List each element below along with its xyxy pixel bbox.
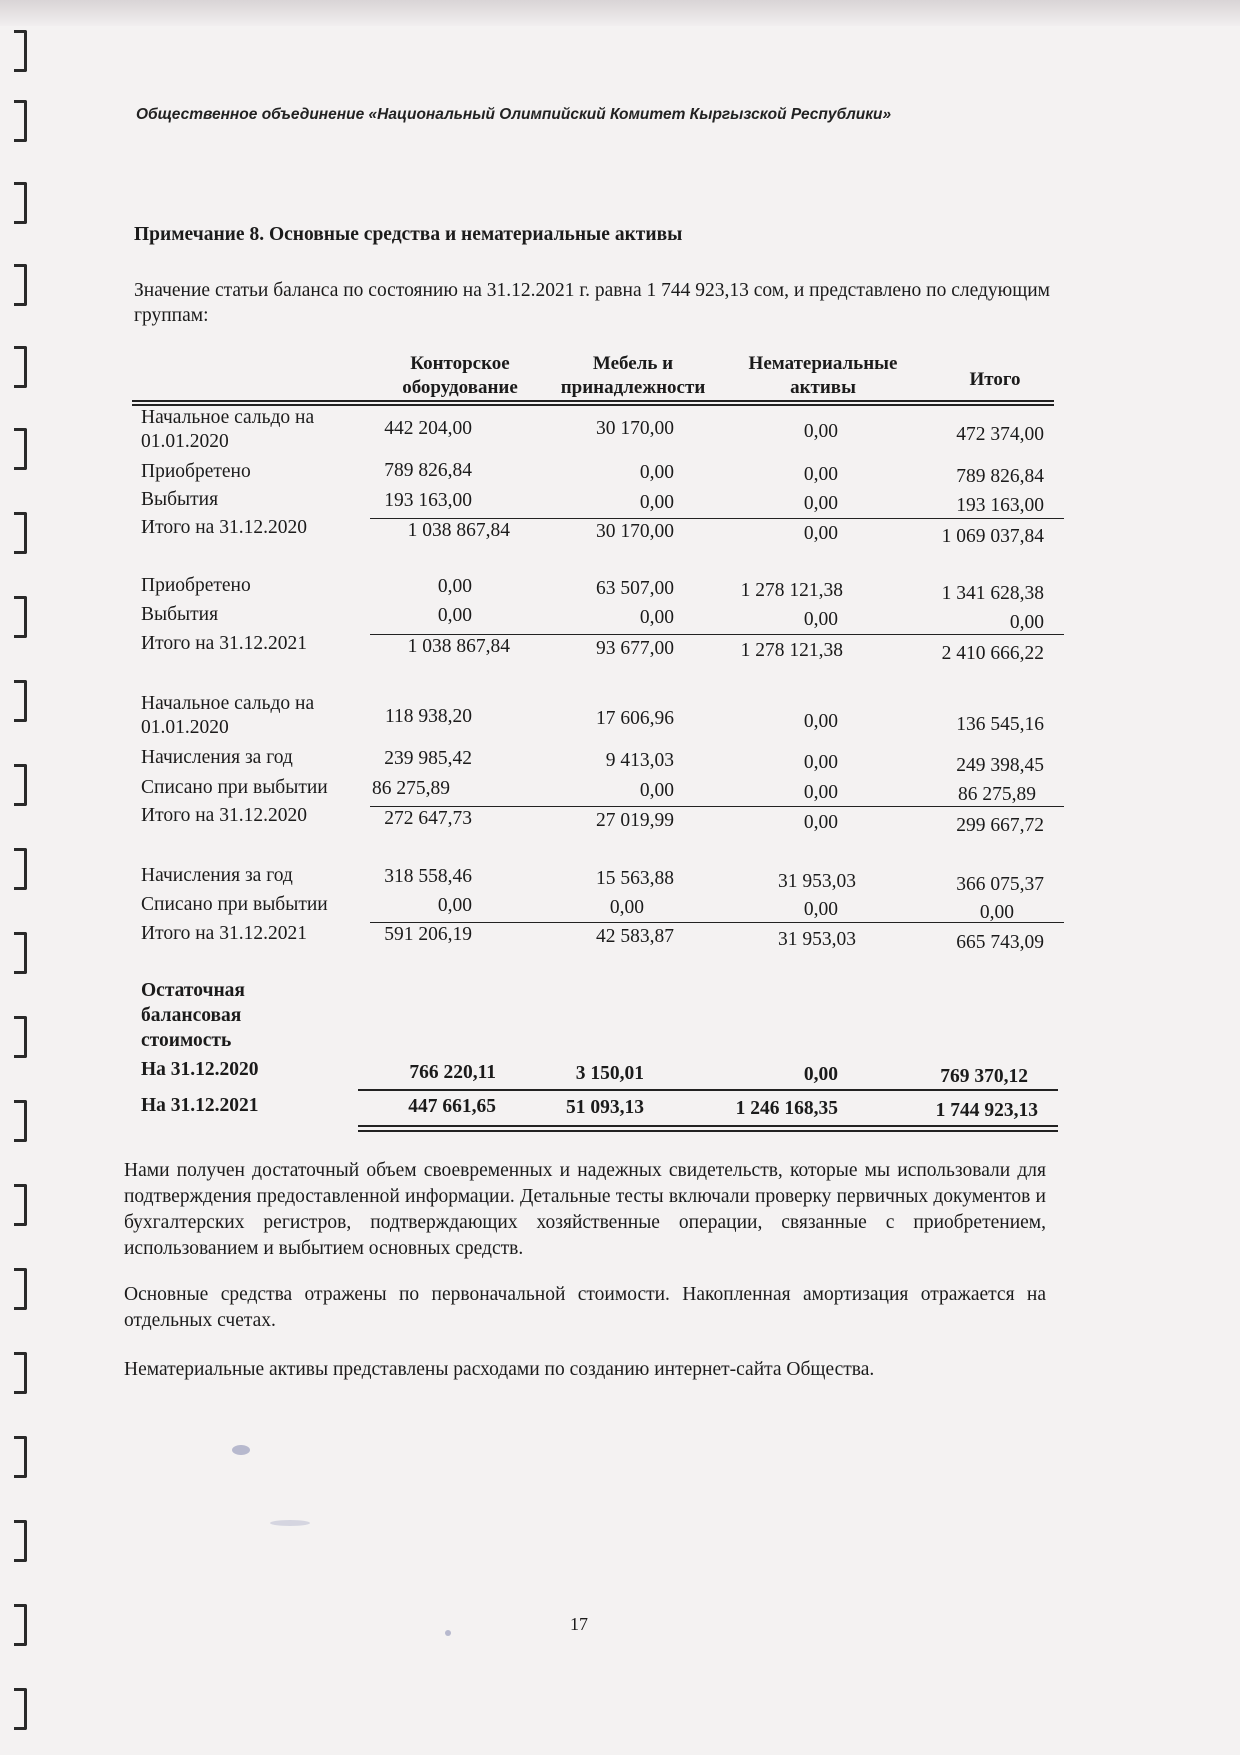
column-header-line: принадлежности — [560, 377, 706, 398]
table-rule — [358, 1130, 1058, 1132]
cell: 86 275,89 — [958, 784, 1036, 805]
cell: 272 647,73 — [384, 808, 472, 829]
cell: 3 150,01 — [575, 1063, 644, 1084]
binder-ring — [14, 1688, 27, 1730]
row-label: На 31.12.2021 — [141, 1095, 259, 1116]
binder-ring — [14, 932, 27, 974]
cell: 766 220,11 — [409, 1062, 496, 1083]
column-header-line: Конторское — [410, 353, 510, 374]
cell: 1 069 037,84 — [941, 526, 1044, 547]
cell: 136 545,16 — [956, 714, 1044, 735]
table-rule — [370, 806, 1064, 807]
cell: 249 398,45 — [956, 755, 1044, 776]
cell: 789 826,84 — [956, 466, 1044, 487]
row-label-line: стоимость — [141, 1030, 232, 1051]
cell: 1 038 867,84 — [407, 636, 510, 657]
cell: 0,00 — [803, 421, 838, 442]
cell: 51 093,13 — [566, 1097, 644, 1118]
cell: 0,00 — [639, 607, 674, 628]
cell: 0,00 — [803, 812, 838, 833]
cell: 9 413,03 — [605, 750, 674, 771]
row-label: Начисления за год — [141, 747, 293, 768]
row-label-residual — [141, 978, 245, 1053]
column-header-total: Итого — [969, 369, 1021, 390]
row-label-line: Начальное сальдо на — [141, 693, 315, 714]
cell: 769 370,12 — [940, 1066, 1028, 1087]
column-header-intangible — [728, 352, 918, 400]
cell: 86 275,89 — [372, 778, 450, 799]
cell: 1 278 121,38 — [740, 580, 843, 601]
cell: 299 667,72 — [956, 815, 1044, 836]
column-header-line: Мебель и — [592, 353, 674, 374]
binder-ring — [14, 1016, 27, 1058]
row-label-line: Остаточная — [141, 980, 245, 1001]
column-header-line: оборудование — [402, 377, 518, 398]
table-rule — [358, 1125, 1058, 1127]
binder-ring — [14, 764, 27, 806]
cell: 1 278 121,38 — [740, 640, 843, 661]
cell: 0,00 — [437, 605, 472, 626]
cell: 447 661,65 — [408, 1096, 496, 1117]
cell: 27 019,99 — [596, 810, 674, 831]
binder-ring — [14, 1436, 27, 1478]
row-label-line: балансовая — [141, 1005, 242, 1026]
binder-ring — [14, 1604, 27, 1646]
cell: 0,00 — [639, 492, 674, 513]
binder-ring — [14, 596, 27, 638]
cell: 665 743,09 — [956, 932, 1044, 953]
row-label: Списано при выбытии — [141, 894, 328, 915]
column-header-line: активы — [790, 377, 856, 398]
scan-speck — [232, 1445, 250, 1455]
cell: 442 204,00 — [384, 418, 472, 439]
binder-ring — [14, 1268, 27, 1310]
column-header-line: Нематериальные — [748, 353, 898, 374]
cell: 0,00 — [1009, 612, 1044, 633]
binder-ring — [14, 1184, 27, 1226]
paragraph-intangibles: Нематериальные активы представлены расходами по созданию интернет-сайта Общества. — [124, 1359, 875, 1380]
cell: 0,00 — [803, 752, 838, 773]
cell: 2 410 666,22 — [941, 643, 1044, 664]
cell: 0,00 — [803, 464, 838, 485]
cell: 0,00 — [639, 780, 674, 801]
binder-ring — [14, 428, 27, 470]
row-label: На 31.12.2020 — [141, 1059, 259, 1080]
cell: 591 206,19 — [384, 924, 472, 945]
note-title: Примечание 8. Основные средства и нематериальные активы — [134, 224, 683, 245]
cell: 93 677,00 — [596, 638, 674, 659]
binder-ring — [14, 848, 27, 890]
cell: 0,00 — [803, 523, 838, 544]
binder-ring — [14, 1352, 27, 1394]
cell: 1 246 168,35 — [735, 1098, 838, 1119]
row-label: Итого на 31.12.2021 — [141, 633, 307, 654]
row-label: Итого на 31.12.2020 — [141, 805, 307, 826]
row-label: Приобретено — [141, 461, 251, 482]
cell: 0,00 — [803, 609, 838, 630]
row-label: Начисления за год — [141, 865, 293, 886]
page-number: 17 — [570, 1614, 588, 1634]
cell: 239 985,42 — [384, 748, 472, 769]
cell: 31 953,03 — [778, 929, 856, 950]
row-label: Итого на 31.12.2020 — [141, 517, 307, 538]
cell: 31 953,03 — [778, 871, 856, 892]
column-header-furniture — [548, 352, 718, 400]
row-label-line: 01.01.2020 — [141, 717, 229, 738]
cell: 193 163,00 — [956, 495, 1044, 516]
cell: 30 170,00 — [596, 418, 674, 439]
row-label: Выбытия — [141, 604, 219, 625]
cell: 0,00 — [803, 899, 838, 920]
row-label: Итого на 31.12.2021 — [141, 923, 307, 944]
cell: 17 606,96 — [596, 708, 674, 729]
row-label: Выбытия — [141, 489, 219, 510]
binder-ring — [14, 182, 27, 224]
scan-speck — [270, 1520, 310, 1526]
row-label: Списано при выбытии — [141, 777, 328, 798]
binder-ring — [14, 264, 27, 306]
cell: 0,00 — [609, 897, 644, 918]
binder-ring — [14, 1100, 27, 1142]
cell: 789 826,84 — [384, 460, 472, 481]
cell: 42 583,87 — [596, 926, 674, 947]
cell: 0,00 — [437, 895, 472, 916]
binder-ring — [14, 1520, 27, 1562]
scan-top-edge — [0, 0, 1240, 26]
table-rule — [370, 634, 1064, 635]
scan-speck — [445, 1630, 451, 1636]
binder-ring — [14, 512, 27, 554]
organization-header: Общественное объединение «Национальный Олимпийский Комитет Кыргызской Республики» — [136, 106, 892, 123]
cell: 63 507,00 — [596, 578, 674, 599]
binder-ring — [14, 346, 27, 388]
cell: 193 163,00 — [384, 490, 472, 511]
binder-ring — [14, 100, 27, 142]
cell: 0,00 — [803, 711, 838, 732]
cell: 472 374,00 — [956, 424, 1044, 445]
cell: 0,00 — [803, 493, 838, 514]
cell: 1 038 867,84 — [407, 520, 510, 541]
cell: 15 563,88 — [596, 868, 674, 889]
cell: 1 341 628,38 — [941, 583, 1044, 604]
table-rule — [370, 518, 1064, 519]
cell: 318 558,46 — [384, 866, 472, 887]
table-rule — [358, 1089, 1058, 1091]
paragraph-evidence: Нами получен достаточный объем своевременных и надежных свидетельств, которые мы использовали для подтверждения предоставленной информации. Детальные тесты включали проверку первичных документов и бухгалтерских регистров, подтверждающих хозяйственные операции, связанные с приобретением, использованием и выбытием основных средств. — [124, 1160, 1046, 1259]
intro-paragraph: Значение статьи баланса по состоянию на 31.12.2021 г. равна 1 744 923,13 сом, и представлено по следующим группам: — [134, 280, 1051, 326]
cell: 30 170,00 — [596, 521, 674, 542]
cell: 0,00 — [979, 902, 1014, 923]
cell: 0,00 — [639, 462, 674, 483]
row-label: Приобретено — [141, 575, 251, 596]
cell: 118 938,20 — [384, 706, 472, 727]
cell: 0,00 — [803, 1064, 838, 1085]
cell: 366 075,37 — [956, 874, 1044, 895]
paragraph-fixed-assets: Основные средства отражены по первоначальной стоимости. Накопленная амортизация отражается на отдельных счетах. — [124, 1284, 1046, 1331]
row-label-line: 01.01.2020 — [141, 431, 229, 452]
cell: 1 744 923,13 — [935, 1100, 1038, 1121]
column-header-office-equipment — [380, 352, 540, 400]
cell: 0,00 — [437, 576, 472, 597]
row-label-text: Начальное сальдо на — [141, 407, 315, 428]
binder-ring — [14, 30, 27, 72]
binder-ring — [14, 680, 27, 722]
cell: 0,00 — [803, 782, 838, 803]
table-rule — [132, 400, 1054, 402]
